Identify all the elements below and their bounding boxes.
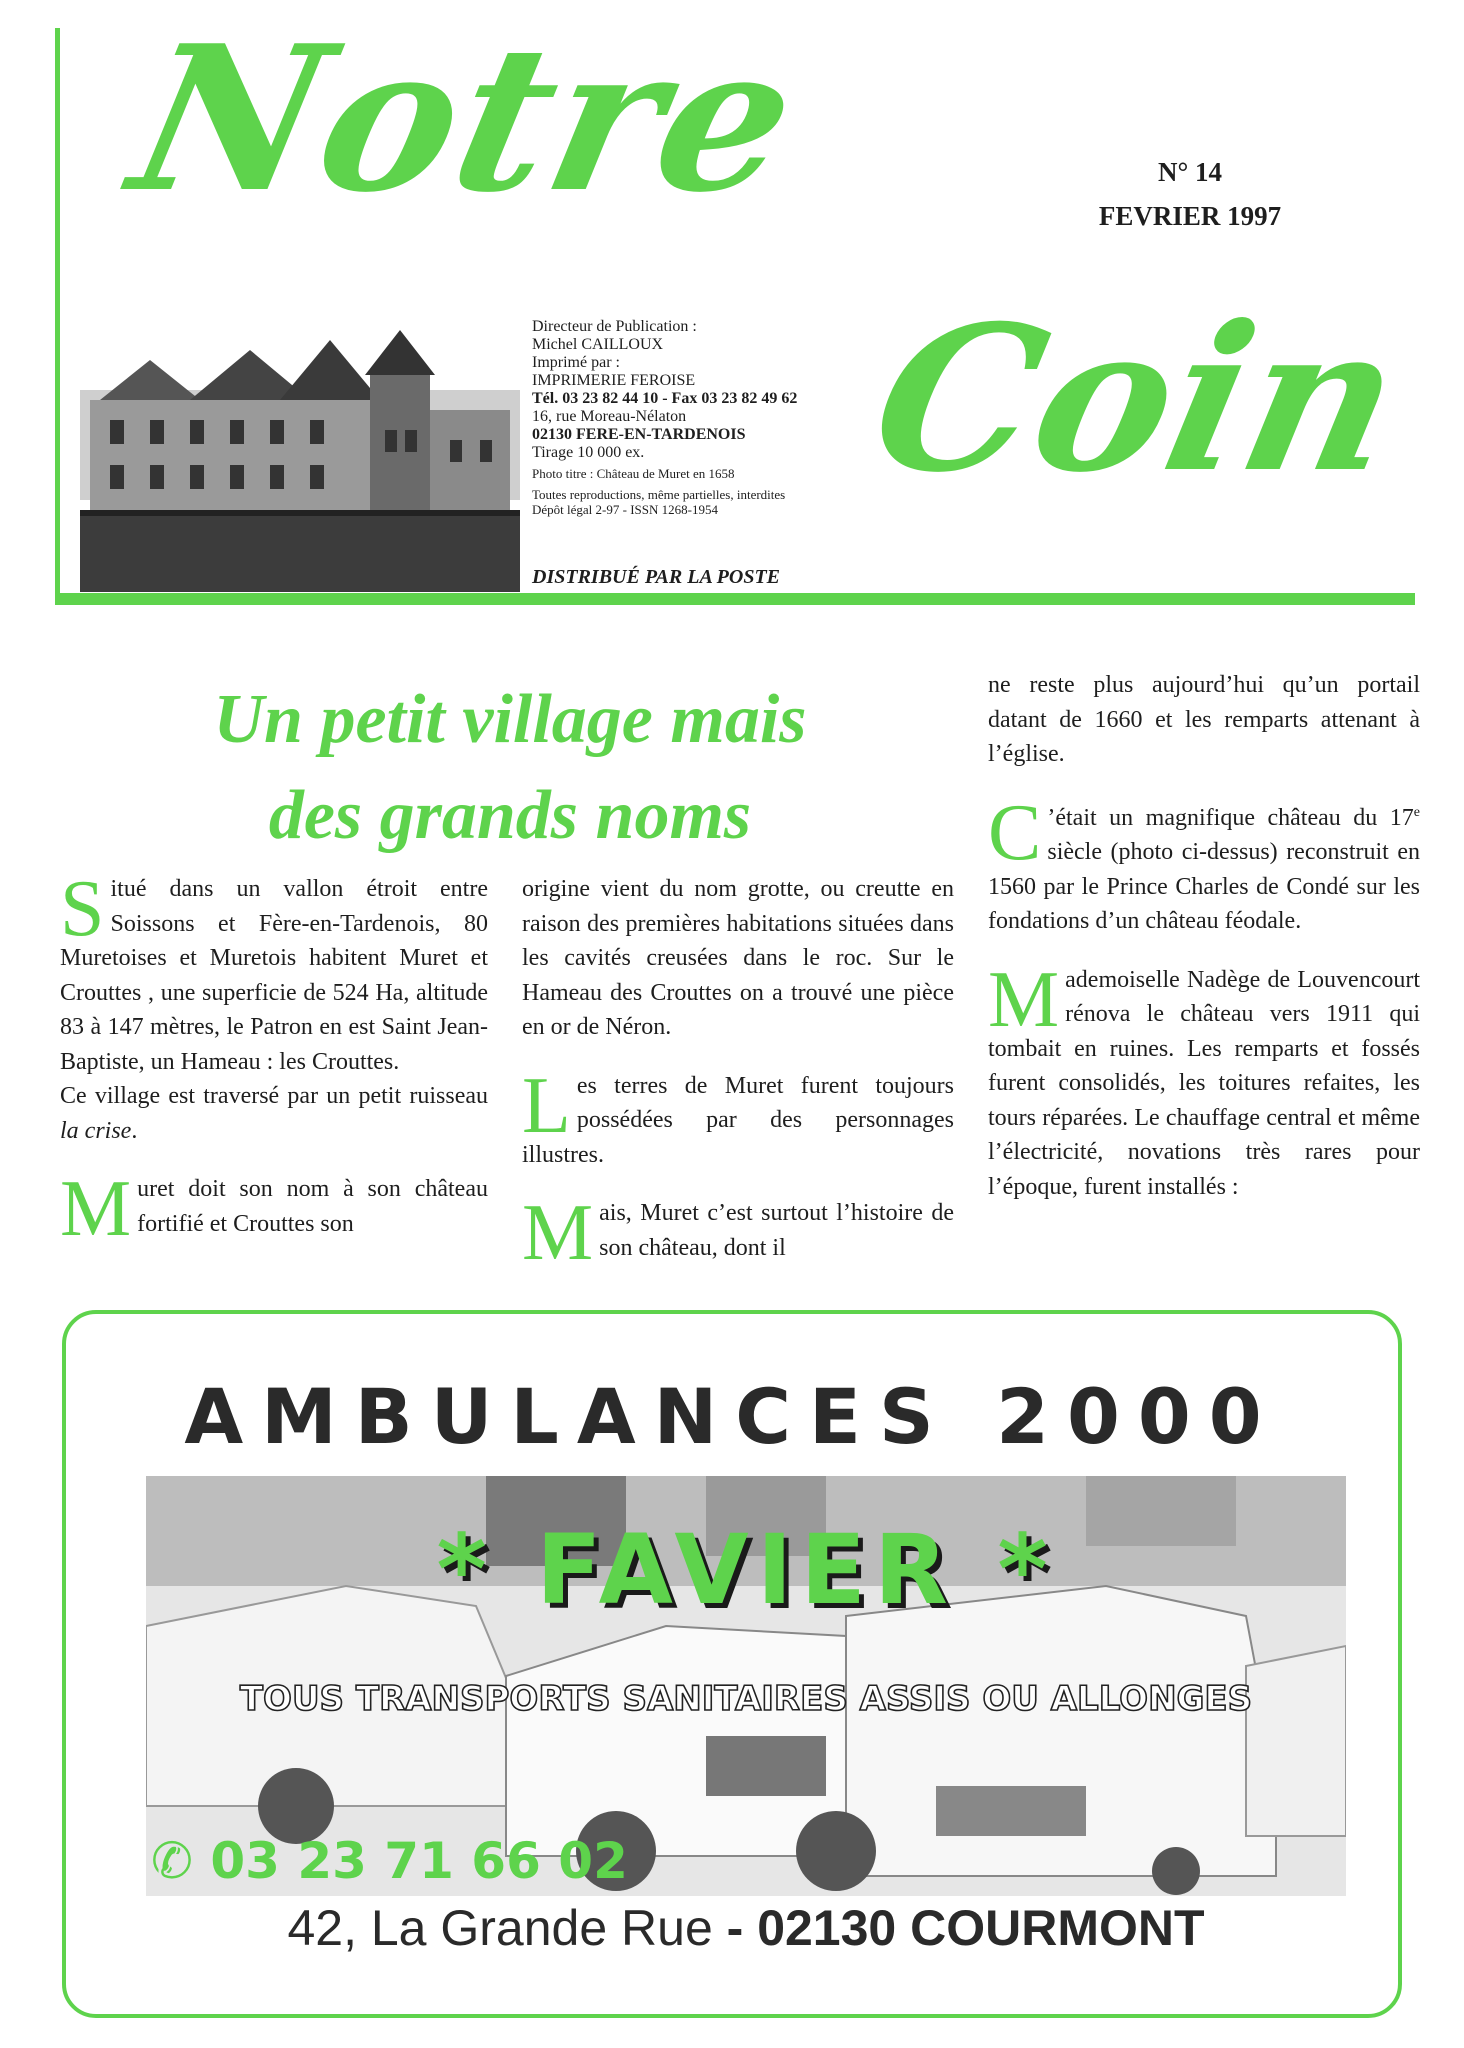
drop-cap: C bbox=[988, 788, 1042, 877]
paragraph bbox=[522, 1061, 954, 1173]
masthead-title-coin: Coin bbox=[855, 282, 1420, 517]
printer-label: Imprimé par : bbox=[532, 354, 620, 371]
drop-cap: M bbox=[60, 1165, 132, 1253]
drop-cap: M bbox=[522, 1189, 594, 1277]
article-headline bbox=[110, 672, 910, 864]
castle-photo bbox=[80, 330, 520, 592]
masthead-border-bottom bbox=[55, 593, 1415, 605]
ad-services: TOUS TRANSPORTS SANITAIRES ASSIS OU ALLONGES bbox=[239, 1679, 1253, 1719]
paragraph-text: ademoiselle Nadège de Louvencourt rénova le château vers 1911 qui tombait en ruines. Les remparts et fossés furent consolidés, les toitures refaites, les tours réparées. Le chauffage central et même l’électricité, novations très rares pour l’époque, furent installés : bbox=[988, 966, 1420, 1200]
imprint-block bbox=[532, 318, 862, 517]
paragraph bbox=[522, 1189, 954, 1277]
issue-info bbox=[1040, 150, 1340, 238]
ad-address bbox=[146, 1899, 1346, 1957]
article-column-2 bbox=[522, 872, 954, 1289]
paragraph-text: ne reste plus aujourd’hui qu’un portail datant de 1660 et les remparts attenant à l’église. bbox=[988, 672, 1420, 767]
paragraph-text: uret doit son nom à son château fortifié et Crouttes son bbox=[137, 1176, 488, 1237]
paragraph bbox=[522, 872, 954, 1045]
printer-street: 16, rue Moreau-Nélaton bbox=[532, 408, 687, 425]
paragraph bbox=[988, 668, 1420, 772]
ad-title: AMBULANCES 2000 bbox=[184, 1372, 1280, 1461]
ad-address-street: 42, La Grande Rue bbox=[287, 1900, 713, 1956]
phone-icon: ✆ bbox=[151, 1832, 193, 1890]
ad-company-name: * FAVIER * bbox=[436, 1514, 1056, 1626]
issue-number: N° 14 bbox=[1157, 157, 1223, 187]
superscript: e bbox=[1413, 804, 1420, 820]
printer-name: IMPRIMERIE FEROISE bbox=[532, 372, 696, 389]
drop-cap: L bbox=[522, 1061, 571, 1150]
article-column-1 bbox=[60, 865, 488, 1265]
paragraph-text: . bbox=[131, 1117, 138, 1144]
masthead-title-notre: Notre bbox=[115, 2, 817, 237]
paragraph-text: itué dans un vallon étroit entre Soissons et Fère-en-Tardenois, 80 Muretoises et Muretois habitent Muret et Crouttes , une superficie de 524 Ha, altitude 83 à 147 mètres, le Patron en est Saint Jean-Baptiste, un Hameau : les Crouttes. bbox=[60, 876, 488, 1075]
paragraph-text: origine vient du nom grotte, ou creutte en raison des premières habitations situées dans les cavités creusées dans le roc. Sur le Hameau des Crouttes on a trouvé une pièce en or de Néron. bbox=[522, 876, 954, 1040]
paragraph bbox=[988, 955, 1420, 1205]
legal-deposit: Dépôt légal 2-97 - ISSN 1268-1954 bbox=[532, 502, 718, 517]
distribution-note: DISTRIBUÉ PAR LA POSTE bbox=[532, 566, 781, 588]
headline-line-1: Un petit village mais bbox=[213, 681, 807, 758]
masthead-border-left bbox=[55, 28, 60, 600]
ambulance-advertisement bbox=[62, 1310, 1402, 2018]
issue-date: FEVRIER 1997 bbox=[1098, 201, 1282, 231]
rights-notice: Toutes reproductions, même partielles, interdites bbox=[532, 487, 786, 502]
director-label: Directeur de Publication : bbox=[532, 318, 697, 335]
paragraph-text: es terres de Muret furent toujours possédées par des personnages illustres. bbox=[522, 1072, 954, 1168]
director-name: Michel CAILLOUX bbox=[532, 336, 664, 353]
drop-cap: M bbox=[988, 955, 1060, 1044]
ad-phone-number: 03 23 71 66 02 bbox=[210, 1832, 628, 1890]
paragraph-text: ais, Muret c’est surtout l’histoire de son château, dont il bbox=[599, 1200, 954, 1261]
article-column-3 bbox=[988, 668, 1420, 1228]
ad-address-city: 02130 COURMONT bbox=[757, 1900, 1205, 1956]
drop-cap: S bbox=[60, 865, 105, 953]
photo-credit: Photo titre : Château de Muret en 1658 bbox=[532, 466, 735, 481]
printer-city: 02130 FERE-EN-TARDENOIS bbox=[532, 426, 746, 443]
ad-phone bbox=[151, 1832, 628, 1890]
headline-line-2: des grands noms bbox=[268, 777, 752, 854]
paragraph bbox=[60, 865, 488, 1148]
printer-phone-fax: Tél. 03 23 82 44 10 - Fax 03 23 82 49 62 bbox=[532, 390, 798, 407]
paragraph bbox=[988, 788, 1420, 939]
paragraph bbox=[60, 1165, 488, 1253]
paragraph-text: siècle (photo ci-dessus) reconstruit en 1560 par le Prince Charles de Condé sur les fondations d’un château féodale. bbox=[988, 839, 1420, 934]
paragraph-text: Ce village est traversé par un petit ruisseau bbox=[60, 1083, 488, 1109]
print-run: Tirage 10 000 ex. bbox=[532, 444, 645, 461]
ad-address-separator: - bbox=[712, 1900, 758, 1956]
paragraph-text: ’était un magnifique château du 17 bbox=[1047, 804, 1414, 831]
river-name: la crise bbox=[60, 1117, 132, 1144]
